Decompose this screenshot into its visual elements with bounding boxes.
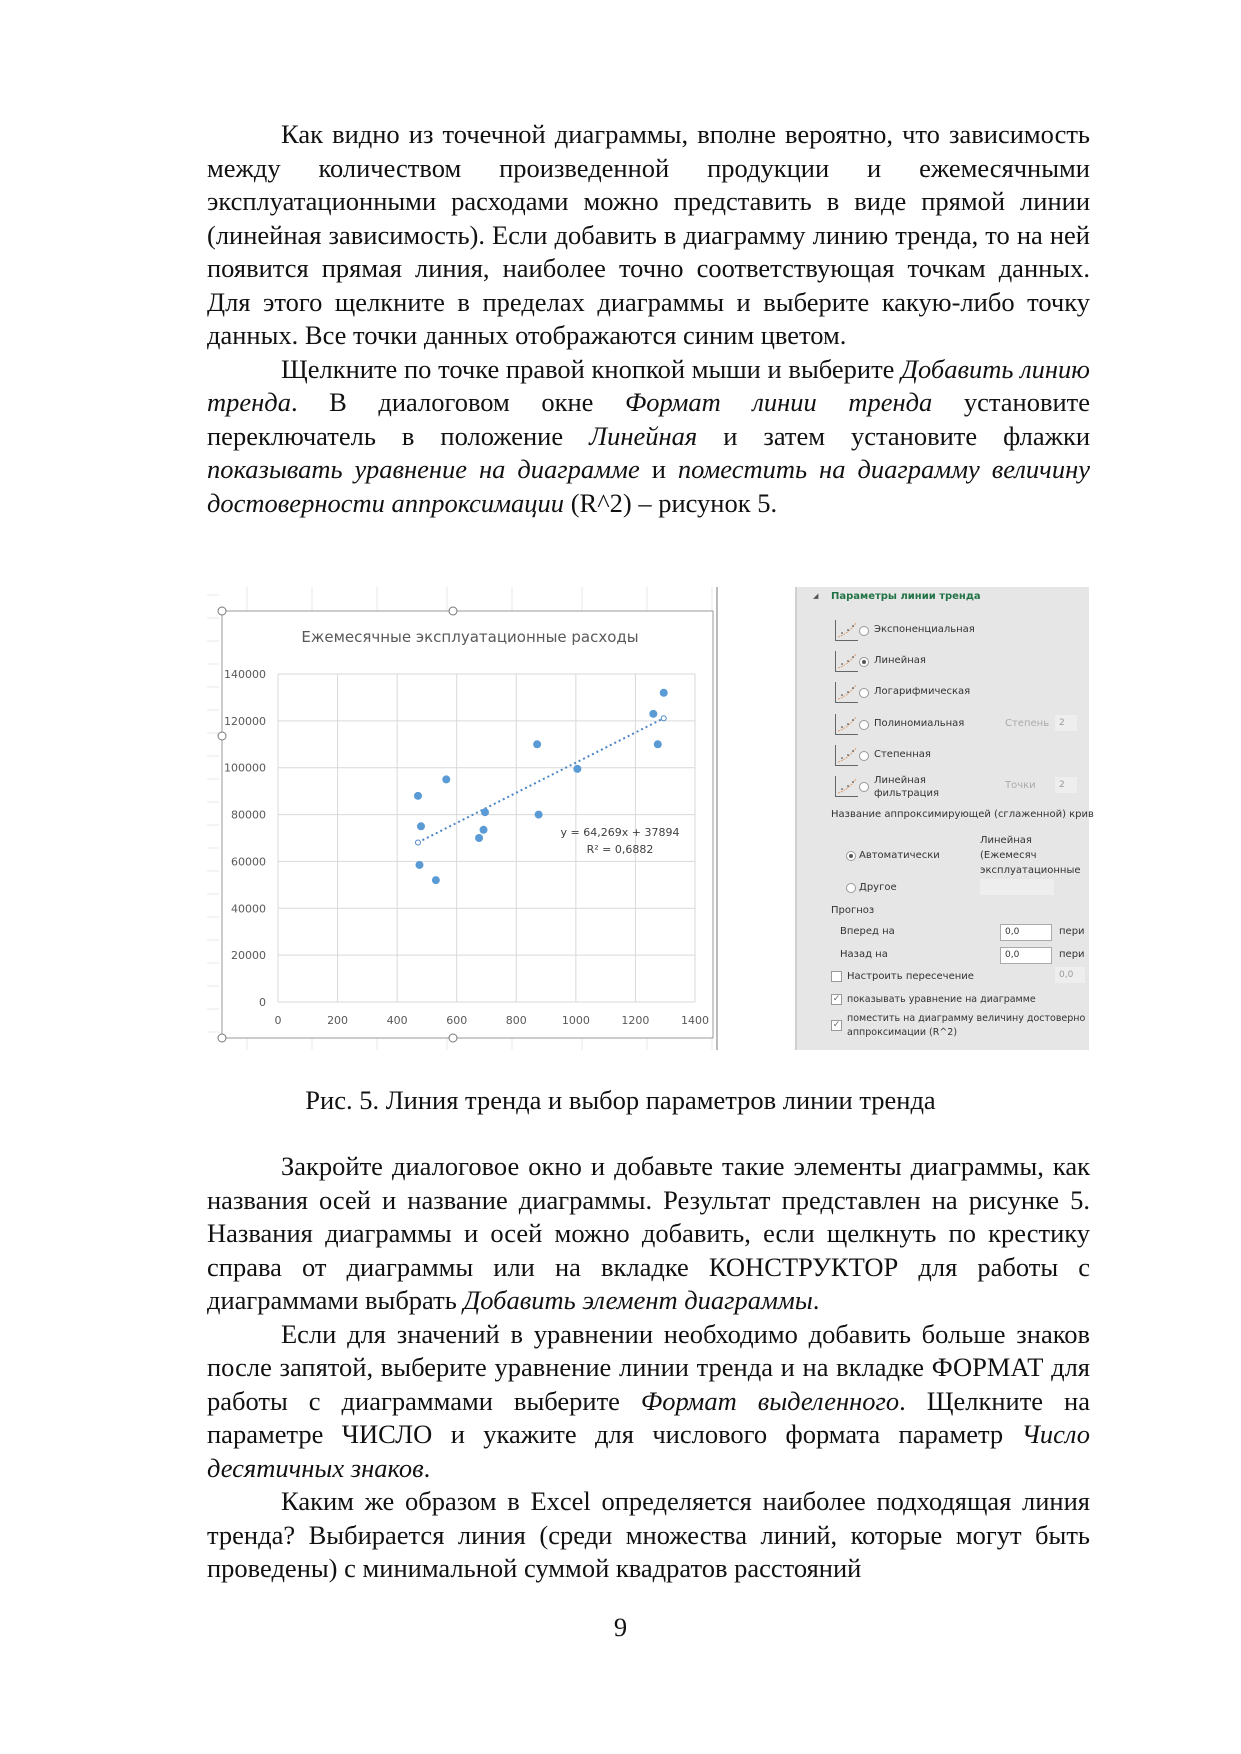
trendline-type-icon — [835, 776, 858, 797]
data-point[interactable] — [475, 834, 483, 842]
auto-name-radio[interactable] — [846, 851, 856, 861]
trendline-type-radio[interactable] — [859, 720, 869, 730]
data-point[interactable] — [414, 792, 422, 800]
forecast-label: Прогноз — [831, 905, 875, 916]
text: (R^2) – рисунок 5. — [564, 487, 778, 518]
data-point[interactable] — [533, 740, 541, 748]
trendline-param-input[interactable]: 2 — [1055, 777, 1077, 793]
y-tick-label: 120000 — [224, 714, 266, 728]
x-tick-label: 400 — [386, 1014, 408, 1027]
show-r2-checkbox[interactable]: ✓ — [832, 1020, 841, 1030]
show-equation-label[interactable]: показывать уравнение на диаграмме — [847, 994, 1036, 1005]
trendline-param-label: Точки — [1005, 780, 1036, 791]
collapse-triangle-icon[interactable]: ◢ — [813, 592, 819, 600]
text: и затем установите флажки — [697, 420, 1090, 451]
trendline-type-radio[interactable] — [859, 688, 869, 698]
trendline-type-label[interactable]: Экспоненциальная — [874, 624, 975, 635]
data-point[interactable] — [415, 861, 423, 869]
resize-handle[interactable] — [218, 732, 226, 740]
paragraph — [207, 118, 1090, 353]
other-name-radio[interactable] — [846, 883, 856, 893]
x-tick-label: 1000 — [561, 1014, 590, 1027]
data-point[interactable] — [442, 775, 450, 783]
trendline-type-label[interactable]: Полиномиальная — [874, 718, 965, 729]
chart-area — [222, 611, 713, 1038]
paragraph — [207, 1318, 1090, 1486]
y-tick-label: 100000 — [224, 761, 266, 775]
text: Если для значений в уравнении необходимо добавить больше знаков после запятой, выберите уравнение линии тренда и на вкладке ФОРМАТ для работы с диаграммами выберите — [207, 1318, 1090, 1416]
x-tick-label: 800 — [505, 1014, 527, 1027]
intercept-label[interactable]: Настроить пересечение — [847, 971, 974, 982]
scatter-chart[interactable] — [207, 587, 780, 1050]
forward-input[interactable]: 0,0 — [1000, 924, 1052, 941]
text: Как видно из точечной диаграммы, вполне вероятно, что зависимость между количеством произведенной продукции и ежемесячными эксплуатационными расходами можно представить в виде прямой линии (линейная зависимость). Если добавить в диаграмму линию тренда, то на ней появится прямая линия, наиболее точно соответствующая точкам данных. Для этого щелкните в пределах диаграммы и выберите какую-либо точку данных. Все точки данных отображаются синим цветом. — [207, 119, 1090, 350]
text: Каким же образом в Excel определяется наиболее подходящая линия тренда? Выбирается линия (среди множества линий, которые могут быть проведены) с минимальной суммой квадратов расстояний — [207, 1486, 1090, 1583]
trendline-type-icon — [835, 745, 858, 766]
trendline-param-input[interactable]: 2 — [1055, 715, 1077, 731]
intercept-input[interactable]: 0,0 — [1055, 967, 1085, 983]
x-tick-label: 1200 — [621, 1014, 650, 1027]
trendline-type-radio[interactable] — [859, 657, 869, 667]
intercept-checkbox[interactable] — [831, 971, 842, 982]
italic-text: Число десятичных знаков — [207, 1419, 1090, 1483]
forward-unit: пери — [1059, 926, 1085, 937]
text: . В диалоговом окне — [290, 387, 625, 417]
y-tick-label: 40000 — [231, 902, 266, 916]
italic-text: Формат линии тренда — [624, 387, 933, 417]
data-point[interactable] — [480, 826, 488, 834]
trendline-name-label: Название аппроксимирующей (сглаженной) крив — [831, 809, 1094, 820]
figure-caption: Рис. 5. Линия тренда и выбор параметров линии тренда — [305, 1085, 936, 1115]
trendline-type-radio[interactable] — [859, 782, 869, 792]
forward-label: Вперед на — [840, 926, 895, 937]
backward-label: Назад на — [840, 949, 888, 960]
italic-text: Формат выделенного — [640, 1385, 900, 1416]
x-tick-label: 600 — [446, 1014, 468, 1027]
paragraph — [207, 353, 1090, 521]
trendline-type-radio[interactable] — [859, 626, 869, 636]
italic-text: Добавить элемент диаграммы — [463, 1285, 813, 1315]
text: и — [639, 454, 678, 484]
page-number: 9 — [613, 1612, 628, 1642]
trendline-type-label[interactable]: Линейная фильтрация — [874, 775, 939, 799]
y-tick-label: 60000 — [231, 855, 266, 869]
resize-handle[interactable] — [449, 607, 457, 615]
backward-input[interactable]: 0,0 — [1000, 947, 1052, 964]
y-tick-label: 80000 — [231, 808, 266, 822]
other-name-input[interactable] — [980, 879, 1054, 895]
data-point[interactable] — [432, 876, 440, 884]
data-point[interactable] — [654, 740, 662, 748]
italic-text: показывать уравнение на диаграмме — [207, 454, 640, 484]
paragraph — [207, 1485, 1090, 1586]
auto-name-value: Линейная (Ежемесяч эксплуатационные — [980, 835, 1081, 876]
text: . — [423, 1452, 431, 1483]
show-equation-checkbox[interactable]: ✓ — [832, 994, 841, 1004]
italic-text: поместить на диаграмму величину достоверности аппроксимации — [207, 454, 1090, 518]
data-point[interactable] — [481, 808, 489, 816]
data-point[interactable] — [535, 811, 543, 819]
trendline-r2: R² = 0,6882 — [586, 843, 654, 856]
trendline-type-icon — [835, 682, 858, 703]
resize-handle[interactable] — [218, 1034, 226, 1042]
show-r2-label[interactable]: поместить на диаграмму величину достоверно аппроксимации (R^2) — [847, 1013, 1086, 1038]
x-tick-label: 200 — [327, 1014, 349, 1027]
data-point[interactable] — [649, 710, 657, 718]
trendline-format-panel — [795, 587, 1094, 1050]
trendline-equation: y = 64,269x + 37894 — [560, 826, 680, 839]
trendline-type-icon — [835, 651, 858, 672]
trendline-type-icon — [835, 714, 858, 735]
data-point[interactable] — [660, 689, 668, 697]
trendline-handle — [661, 716, 666, 721]
x-tick-label: 0 — [274, 1014, 282, 1027]
resize-handle[interactable] — [218, 607, 226, 615]
x-tick-label: 1400 — [681, 1014, 709, 1027]
text: установите переключатель в положение — [207, 387, 1090, 451]
y-tick-label: 0 — [259, 996, 266, 1009]
data-point[interactable] — [417, 822, 425, 830]
trendline-type-label[interactable]: Линейная — [874, 655, 926, 666]
backward-unit: пери — [1059, 949, 1085, 960]
chart-title: Ежемесячные эксплуатационные расходы — [301, 628, 639, 646]
text: Щелкните по точке правой кнопкой мыши и выберите — [281, 353, 902, 384]
text: Закройте диалоговое окно и добавьте такие элементы диаграммы, как названия осей и название диаграммы. Результат представлен на рисунке 5. Названия диаграммы и осей можно добавить, если щелкнуть по крестику справа от диаграммы или на вкладке КОНСТРУКТОР для работы с диаграммами выбрать — [207, 1151, 1090, 1315]
trendline-type-label[interactable]: Степенная — [874, 749, 931, 760]
text: . Щелкните на параметре ЧИСЛО и укажите для числового формата параметр — [207, 1385, 1090, 1449]
text: . — [812, 1285, 820, 1315]
resize-handle[interactable] — [449, 1034, 457, 1042]
trendline-type-icon — [835, 620, 858, 641]
auto-name-label[interactable]: Автоматически — [859, 850, 940, 861]
other-name-label[interactable]: Другое — [859, 882, 897, 893]
text-block-top — [207, 118, 1090, 520]
data-point[interactable] — [573, 765, 581, 773]
trendline-param-label: Степень — [1005, 718, 1050, 729]
trendline-type-radio[interactable] — [859, 751, 869, 761]
italic-text: Добавить линию тренда — [207, 353, 1090, 417]
panel-heading[interactable]: Параметры линии тренда — [831, 591, 981, 602]
paragraph — [207, 1150, 1090, 1318]
italic-text: Линейная — [589, 420, 698, 451]
trendline-handle — [415, 840, 420, 845]
y-tick-label: 140000 — [224, 668, 266, 681]
y-tick-label: 20000 — [231, 949, 266, 963]
trendline-type-label[interactable]: Логарифмическая — [874, 686, 971, 697]
text-block-bottom — [207, 1150, 1090, 1586]
